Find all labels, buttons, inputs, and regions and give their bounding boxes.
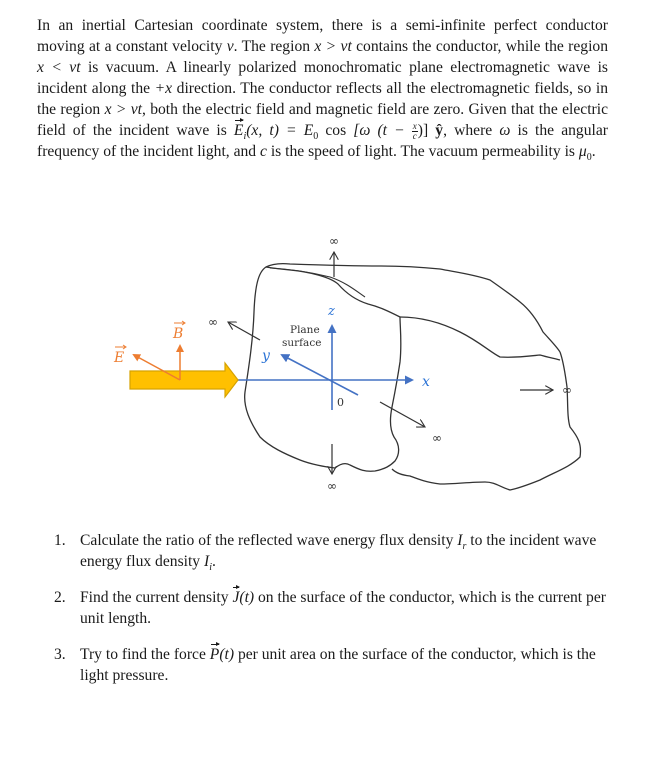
field-vector-E: E — [233, 122, 244, 139]
equation-part: cos — [318, 122, 354, 139]
incident-flux-symbol: I — [204, 553, 210, 570]
question-list — [54, 530, 609, 701]
reflected-flux-symbol: I — [457, 532, 463, 549]
question-text: to the incident wave energy flux density — [80, 532, 597, 570]
intro-text: is the speed of light. The vacuum permeability is — [266, 143, 579, 160]
conductor-top-inner-edge — [270, 268, 365, 297]
intro-text: contains the conductor, while the region — [351, 38, 609, 55]
incident-direction: +x — [154, 80, 173, 97]
mu-symbol: μ — [578, 143, 587, 160]
fraction-denominator: c — [412, 130, 417, 141]
intro-text: direction. The conductor reflects all the electromagnetic fields, so in the region — [37, 80, 608, 118]
c-symbol: c — [260, 143, 267, 160]
vacuum-region: x < vt — [37, 59, 81, 76]
conductor-diagram — [100, 232, 620, 512]
b-field-label: B — [173, 326, 184, 342]
plane-label: Plane — [290, 324, 320, 336]
question-text: Find the current density — [80, 589, 233, 606]
force-symbol: P — [209, 646, 220, 663]
amplitude-symbol: E — [303, 122, 314, 139]
equation-part: )] — [417, 122, 436, 139]
equation-part: (x, t) = — [246, 122, 304, 139]
equation-part: [ω (t − — [353, 122, 412, 139]
intro-text: . The region — [233, 38, 315, 55]
equation-part: (t) — [219, 646, 235, 663]
question-number: 2. — [54, 589, 66, 606]
subscript: i — [209, 562, 212, 574]
conductor-front-face — [245, 267, 401, 471]
problem-statement — [37, 15, 608, 162]
velocity-symbol: v — [226, 38, 234, 55]
y-axis — [282, 355, 358, 395]
infinity-left-label: ∞ — [208, 315, 218, 329]
infinity-bottom-label: ∞ — [327, 479, 337, 493]
conductor-ridge — [400, 317, 560, 360]
zero-field-region: x > vt — [104, 101, 142, 118]
question-item — [54, 530, 609, 572]
conductor-region: x > vt — [314, 38, 352, 55]
unit-vector-y: ŷ — [435, 122, 444, 139]
z-axis-label: z — [328, 304, 335, 319]
subscript: 0 — [586, 152, 592, 164]
current-density-symbol: J — [232, 589, 240, 606]
infinity-top-label: ∞ — [329, 234, 339, 248]
e-label-vector-arrow — [115, 345, 126, 349]
question-item — [54, 644, 609, 686]
subscript: 0 — [313, 131, 319, 143]
infinity-right-label: ∞ — [562, 383, 572, 397]
origin-label: 0 — [337, 396, 344, 409]
fraction-numerator: x — [412, 120, 417, 131]
e-field-label: E — [114, 350, 125, 366]
question-item — [54, 587, 609, 629]
intro-text: In an inertial Cartesian coordinate system, there is a semi-infinite perfect conductor moving at a constant velocity — [37, 17, 608, 55]
intro-text: is the angular frequency of the incident light, and — [37, 122, 608, 160]
intro-text: , both the electric field and magnetic field are zero. Given that the electric field of the incident wave is — [37, 101, 608, 139]
x-axis-label: x — [422, 374, 430, 390]
omega-symbol: ω — [499, 122, 511, 139]
intro-text: , where — [443, 122, 500, 139]
intro-text: . — [591, 143, 596, 160]
y-axis-label: y — [262, 348, 270, 364]
question-text: Calculate the ratio of the reflected wave energy flux density — [80, 532, 458, 549]
b-label-vector-arrow — [174, 321, 185, 325]
question-number: 1. — [54, 532, 66, 549]
infinity-diagonal-label: ∞ — [432, 431, 442, 445]
incident-wave-arrow — [130, 363, 238, 397]
question-text: on the surface of the conductor, which is the current per unit length. — [80, 589, 606, 627]
conductor-right-face — [392, 352, 581, 490]
subscript: i — [243, 131, 247, 143]
arrow-to-infinity-left — [228, 322, 260, 340]
equation-part: (t) — [239, 589, 255, 606]
question-text: Try to find the force — [80, 646, 210, 663]
surface-label: surface — [282, 337, 322, 349]
question-text: per unit area on the surface of the conductor, which is the light pressure. — [80, 646, 596, 684]
arrow-to-infinity-diagonal — [380, 402, 425, 427]
diagram-svg — [100, 232, 620, 512]
incident-field-equation — [233, 120, 444, 143]
subscript: r — [462, 541, 467, 553]
question-text: . — [212, 553, 216, 570]
question-number: 3. — [54, 646, 66, 663]
intro-text: is vacuum. A linearly polarized monochromatic plane electromagnetic wave is incident along the — [37, 59, 608, 97]
